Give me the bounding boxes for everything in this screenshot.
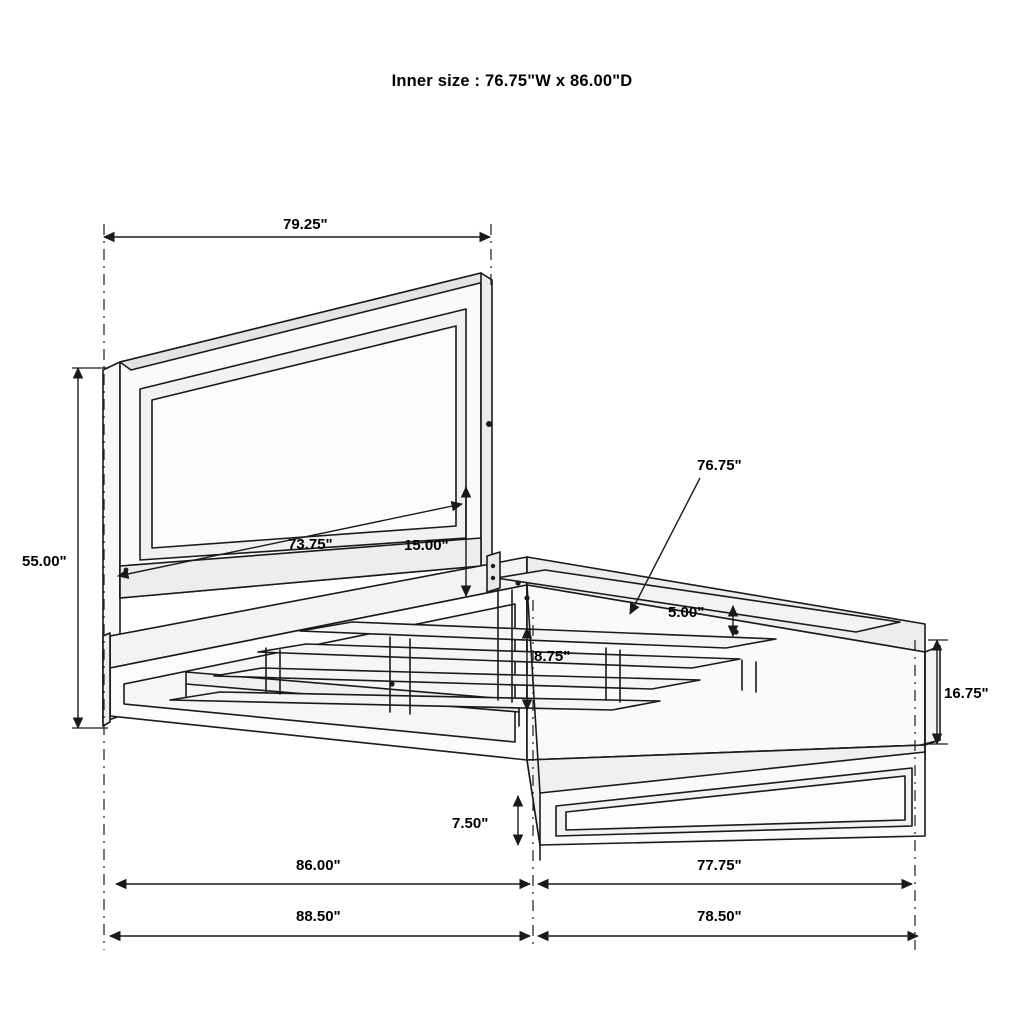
- dim-headboard-panel-width: 73.75": [288, 536, 333, 553]
- dim-slat-thickness: 5.00": [668, 604, 705, 621]
- dim-footboard-inner-width: 77.75": [697, 857, 742, 874]
- dim-footboard-height: 16.75": [944, 685, 989, 702]
- dim-rail-to-slat-height: 15.00": [404, 537, 449, 554]
- dim-footboard-clearance: 7.50": [452, 815, 489, 832]
- dim-overall-width: 78.50": [697, 908, 742, 925]
- dim-inner-width-callout: 76.75": [697, 457, 742, 474]
- dim-headboard-width: 79.25": [283, 216, 328, 233]
- dim-inner-depth: 86.00": [296, 857, 341, 874]
- dim-overall-depth: 88.50": [296, 908, 341, 925]
- page-title: Inner size : 76.75"W x 86.00"D: [391, 72, 633, 90]
- dim-overall-height: 55.00": [22, 553, 67, 570]
- dim-slat-clearance: 8.75": [534, 648, 571, 665]
